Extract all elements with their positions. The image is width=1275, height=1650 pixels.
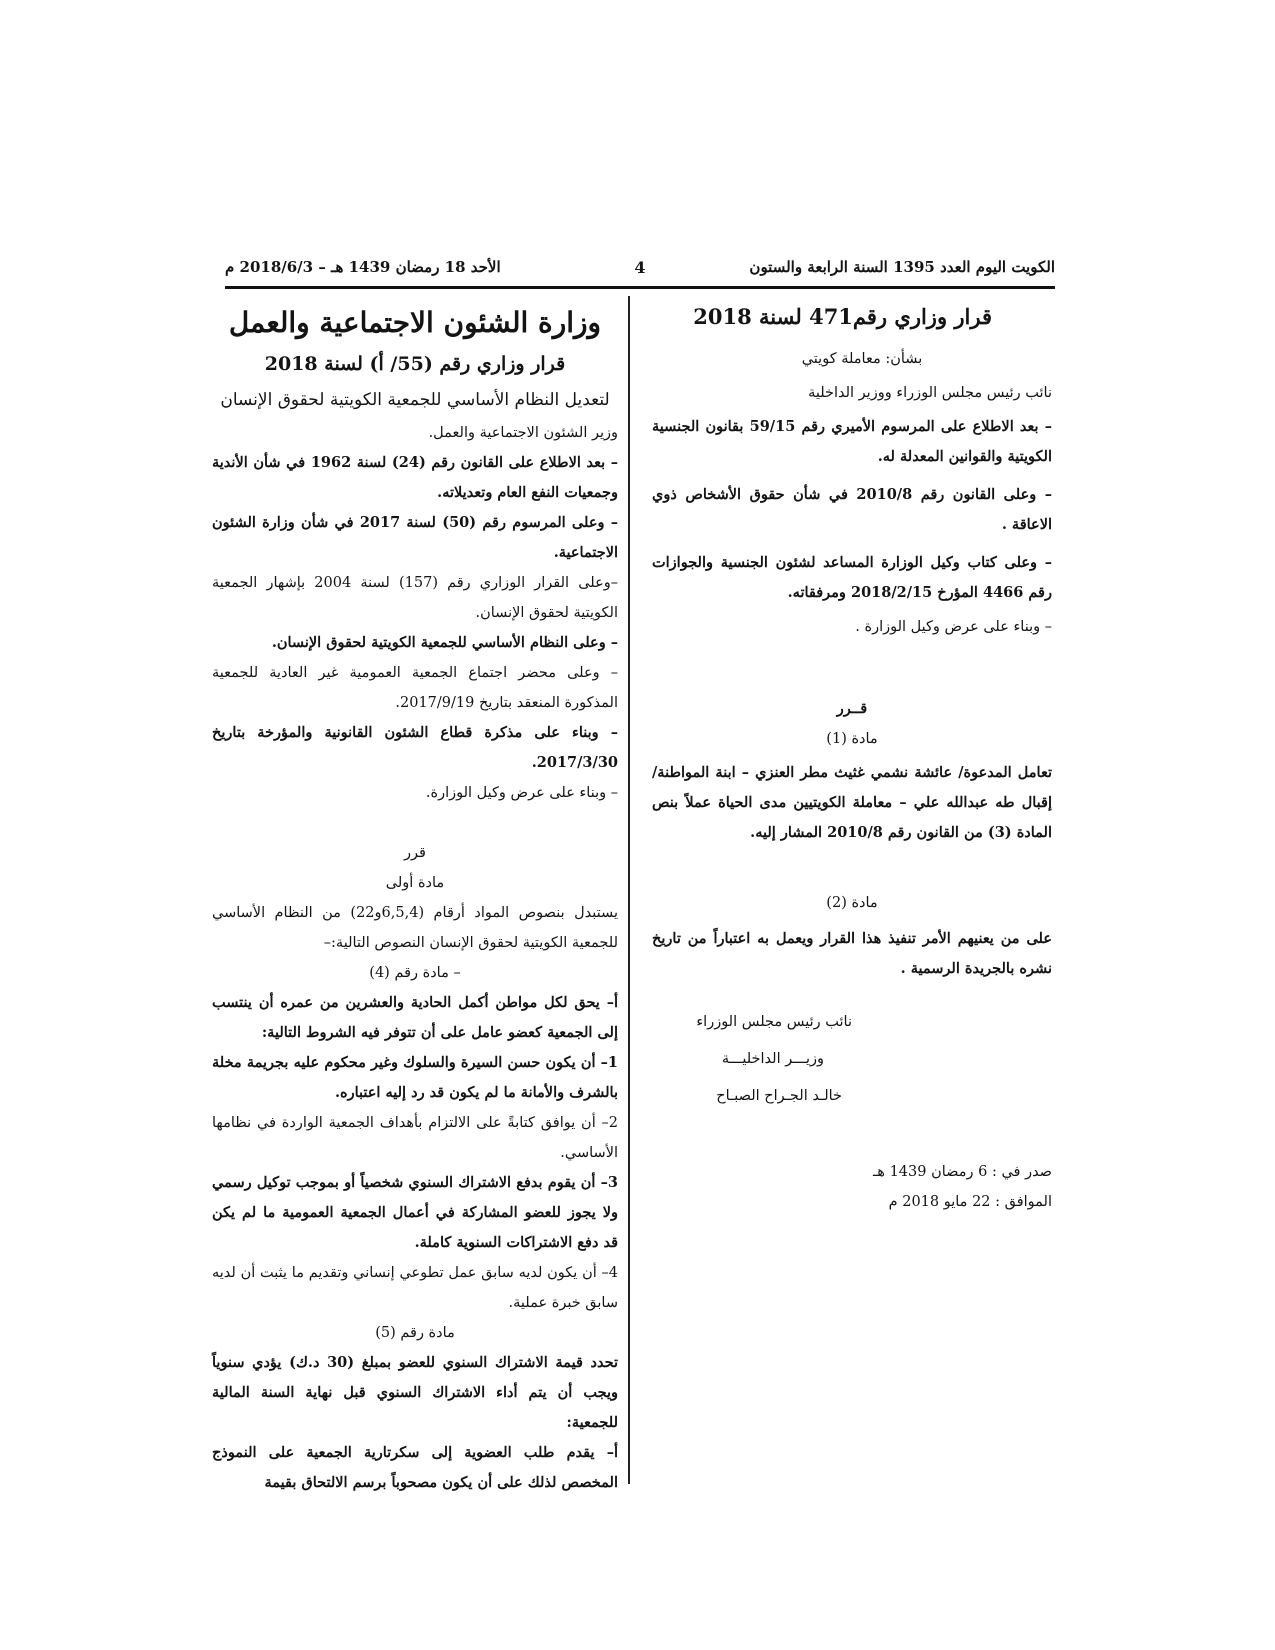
article-4-item: 4– أن يكون لديه سابق عمل تطوعي إنساني وتقديم ما يثبت أن لديه سابق خبرة عملية. [212, 1265, 618, 1311]
signature-line: خالـد الجـراح الصبـاح [716, 1088, 842, 1104]
article-5-item: أ– يقدم طلب العضوية إلى سكرتارية الجمعية على النموذج المخصص لذلك على أن يكون مصحوباً برسم الالتحاق بقيمة [212, 1444, 618, 1491]
ministry-title: وزارة الشئون الاجتماعية والعمل [228, 306, 602, 339]
signature-line: نائب رئيس مجلس الوزراء [696, 1014, 852, 1030]
decision-55-issuer: وزير الشئون الاجتماعية والعمل. [428, 425, 618, 441]
article-4-item: 2– أن يوافق كتابةً على الالتزام بأهداف الجمعية الواردة في نظامها الأساسي. [212, 1115, 618, 1161]
article-5-title: مادة رقم (5) [375, 1325, 455, 1341]
decision-471-title: قرار وزاري رقم471 لسنة 2018 [693, 304, 992, 329]
page-header [225, 258, 1055, 288]
preamble-item: – وبناء على عرض وكيل الوزارة. [425, 785, 618, 801]
left-column [212, 300, 618, 1498]
decided-heading: قــرر [836, 700, 868, 717]
article-2-title: مادة (2) [826, 895, 878, 911]
article-1-title: مادة (1) [826, 731, 878, 747]
preamble-item: – بعد الاطلاع على المرسوم الأميري رقم 59/15 بقانون الجنسية الكويتية والقوانين المعدلة له. [652, 418, 1053, 465]
decision-471-subject: بشأن: معاملة كويتي [801, 351, 923, 367]
decision-471-issuer: نائب رئيس مجلس الوزراء ووزير الداخلية [808, 385, 1052, 401]
page-number: 4 [634, 258, 646, 277]
article-4-item: أ– يحق لكل مواطن أكمل الحادية والعشرين من عمره أن ينتسب إلى الجمعية كعضو عامل على أن تتوفر فيه الشروط التالية: [212, 994, 618, 1041]
preamble-item: – وبناء على عرض وكيل الوزارة . [855, 619, 1052, 635]
right-column [652, 300, 1052, 1217]
decided-heading: قرر [404, 845, 426, 861]
preamble-item: – وعلى محضر اجتماع الجمعية العمومية غير العادية للجمعية المذكورة المنعقد بتاريخ 2017/9/19. [212, 665, 618, 711]
article-2-text: على من يعنيهم الأمر تنفيذ هذا القرار ويعمل به اعتباراً من تاريخ نشره بالجريدة الرسمية . [652, 930, 1052, 977]
decision-55-title: قرار وزاري رقم (55/ أ) لسنة 2018 [264, 353, 566, 375]
header-issue-info: الكويت اليوم العدد 1395 السنة الرابعة والستون [749, 258, 1055, 276]
signature-block [652, 1004, 852, 1115]
header-date: الأحد 18 رمضان 1439 هـ – 2018/6/3 م [225, 258, 501, 276]
preamble-item: – بعد الاطلاع على القانون رقم (24) لسنة 1962 في شأن الأندية وجمعيات النفع العام وتعديلاته. [212, 454, 618, 501]
article-4-title: – مادة رقم (4) [369, 965, 461, 981]
issue-date-gregorian: الموافق : 22 مايو 2018 م [888, 1194, 1052, 1210]
article-4-item: 1– أن يكون حسن السيرة والسلوك وغير محكوم عليه بجريمة مخلة بالشرف والأمانة ما لم يكون قد رد إليه اعتباره. [212, 1054, 618, 1101]
issue-date-hijri: صدر في : 6 رمضان 1439 هـ [873, 1164, 1052, 1180]
article-first-text: يستبدل بنصوص المواد أرقام (6,5,4و22) من النظام الأساسي للجمعية الكويتية لحقوق الإنسان النصوص التالية:– [212, 905, 618, 951]
header-rule [225, 286, 1055, 289]
signature-line: وزيـــر الداخليـــة [721, 1051, 824, 1067]
preamble-item: – وبناء على مذكرة قطاع الشئون القانونية والمؤرخة بتاريخ 2017/3/30. [212, 724, 618, 771]
article-first-title: مادة أولى [385, 875, 445, 891]
article-5-text: تحدد قيمة الاشتراك السنوي للعضو بمبلغ (30 د.ك) يؤدي سنوياً ويجب أن يتم أداء الاشتراك السنوي قبل نهاية السنة المالية للجمعية: [212, 1354, 618, 1431]
article-4-item: 3– أن يقوم بدفع الاشتراك السنوي شخصياً أو بموجب توكيل رسمي ولا يجوز للعضو المشاركة في أعمال الجمعية العمومية ما لم يكن قد دفع الاشتراكات السنوية كاملة. [212, 1174, 618, 1251]
preamble-item: – وعلى القانون رقم 2010/8 في شأن حقوق الأشخاص ذوي الاعاقة . [652, 486, 1052, 533]
preamble-item: – وعلى المرسوم رقم (50) لسنة 2017 في شأن وزارة الشئون الاجتماعية. [212, 514, 618, 561]
decision-55-subtitle: لتعديل النظام الأساسي للجمعية الكويتية لحقوق الإنسان [220, 390, 610, 410]
article-1-text: تعامل المدعوة/ عائشة نشمي غثيث مطر العنزي – ابنة المواطنة/ إقبال طه عبدالله علي – معاملة الكويتيين مدى الحياة عملاً بنص المادة (3) من القانون رقم 2010/8 المشار إليه. [652, 764, 1052, 841]
preamble-item: – وعلى كتاب وكيل الوزارة المساعد لشئون الجنسية والجوازات رقم 4466 المؤرخ 2018/2/15 ومرفقاته. [652, 554, 1052, 601]
preamble-item: – وعلى النظام الأساسي للجمعية الكويتية لحقوق الإنسان. [271, 634, 618, 651]
preamble-item: –وعلى القرار الوزاري رقم (157) لسنة 2004 بإشهار الجمعية الكويتية لحقوق الإنسان. [212, 575, 618, 621]
column-divider [628, 296, 630, 1484]
